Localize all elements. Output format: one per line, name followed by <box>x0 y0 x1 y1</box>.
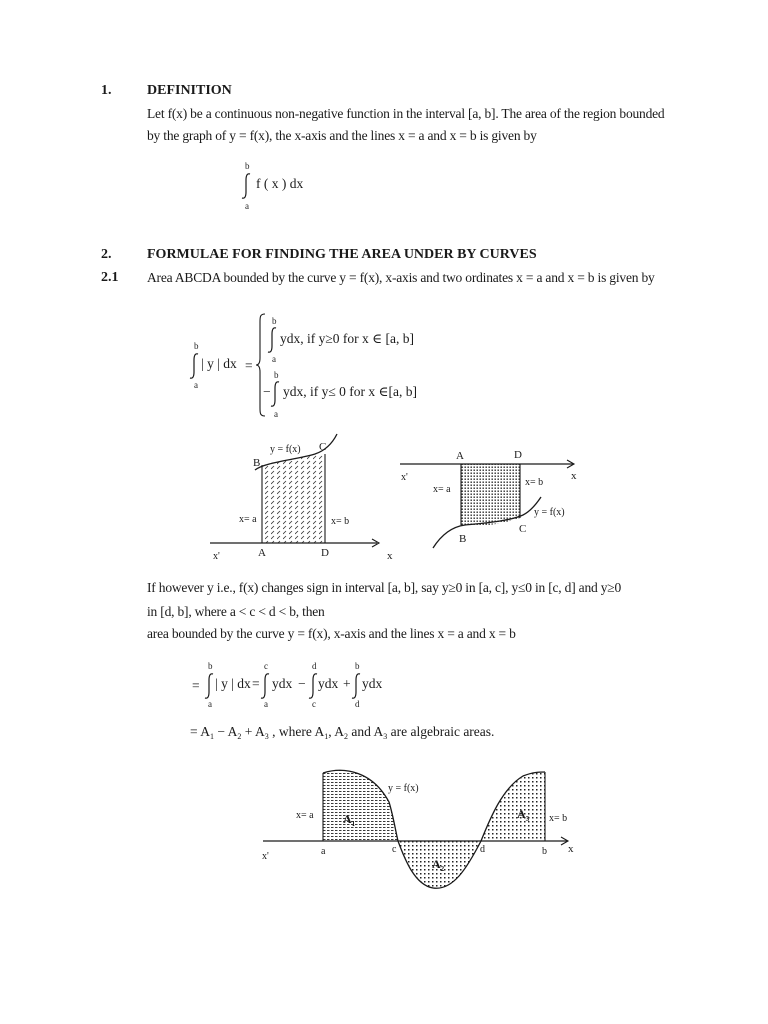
axis-label: x' <box>262 851 269 862</box>
minus-sign: − <box>263 384 271 399</box>
figure-sign-change-curve <box>255 760 585 895</box>
upper-limit: b <box>245 161 250 171</box>
point-label: B <box>459 533 467 545</box>
region-label: $A_2$ <box>432 857 445 873</box>
axis-label: x' <box>213 551 220 562</box>
paragraph-line: in [d, b], where a < c < d < b, then <box>147 604 325 619</box>
point-label: D <box>514 449 522 461</box>
shaded-region <box>461 464 520 526</box>
algebraic-areas-line: = $A_1 - A_2 + A_3$ , where $A_1$, $A_2$ and $A_3$ are algebraic areas. <box>190 724 495 741</box>
point-label: A <box>456 450 464 462</box>
tick-label: d <box>480 844 485 855</box>
lower-limit: a <box>264 699 268 709</box>
figure-area-above-axis <box>205 430 405 565</box>
upper-limit: b <box>272 316 277 326</box>
integral-sign-icon <box>259 672 273 700</box>
lower-limit: c <box>312 699 316 709</box>
section-title: DEFINITION <box>147 83 232 98</box>
plus-sign: + <box>343 676 351 691</box>
tick-label: a <box>321 846 326 857</box>
paragraph-line: If however y i.e., f(x) changes sign in interval [a, b], say y≥0 in [a, c], y≤0 in [c, d] and y≥0 <box>147 580 622 595</box>
equals-sign: = <box>252 676 260 691</box>
paragraph-line: Area ABCDA bounded by the curve y = f(x), x-axis and two ordinates x = a and x = b is given by <box>147 270 655 285</box>
point-label: C <box>319 441 327 453</box>
shaded-region-a1 <box>323 770 398 841</box>
line-label: x= a <box>239 514 257 525</box>
upper-limit: c <box>264 661 268 671</box>
curve-label: y = f(x) <box>534 507 565 518</box>
section-number: 1. <box>101 83 112 98</box>
tick-label: c <box>392 844 397 855</box>
upper-limit: b <box>274 370 279 380</box>
shaded-region-a3 <box>481 772 545 841</box>
region-label: $A_3$ <box>517 807 530 823</box>
line-label: x= a <box>296 810 314 821</box>
upper-limit: b <box>355 661 360 671</box>
integrand: ydx <box>362 676 383 691</box>
paragraph-line: area bounded by the curve y = f(x), x-axis and the lines x = a and x = b <box>147 626 516 641</box>
lower-limit: a <box>208 699 212 709</box>
curve-label: y = f(x) <box>388 783 419 794</box>
subsection-number: 2.1 <box>101 270 119 285</box>
lower-limit: a <box>245 201 249 211</box>
axis-label: x <box>387 550 393 562</box>
curve-label: y = f(x) <box>270 444 301 455</box>
line-label: x= b <box>331 516 350 527</box>
line-label: x= b <box>525 477 544 488</box>
section-number: 2. <box>101 247 112 262</box>
lhs-integrand: | y | dx <box>201 356 237 371</box>
integrand: ydx <box>318 676 339 691</box>
axis-label: x <box>568 843 574 855</box>
upper-limit: b <box>208 661 213 671</box>
case-positive: ydx, if y≥0 for x ∈ [a, b] <box>280 331 414 346</box>
integral-sign-icon <box>240 172 254 200</box>
upper-limit: d <box>312 661 317 671</box>
integral-sign-icon <box>188 352 202 380</box>
minus-sign: − <box>298 676 306 691</box>
point-label: D <box>321 547 329 559</box>
axis-label: x' <box>401 472 408 483</box>
region-label: $A_1$ <box>343 812 356 828</box>
equals-sign: = <box>245 358 253 373</box>
shaded-region <box>262 454 325 543</box>
integral-sign-icon <box>266 326 280 354</box>
equals-sign: = <box>192 678 200 693</box>
point-label: C <box>519 523 527 535</box>
line-label: x= a <box>433 484 451 495</box>
lower-limit: a <box>272 354 276 364</box>
paragraph-line: by the graph of y = f(x), the x-axis and the lines x = a and x = b is given by <box>147 128 537 143</box>
integral-sign-icon <box>269 380 283 408</box>
line-label: x= b <box>549 813 568 824</box>
point-label: B <box>253 457 261 469</box>
lower-limit: d <box>355 699 360 709</box>
figure-area-below-axis <box>395 445 590 555</box>
integrand: | y | dx <box>215 676 251 691</box>
lower-limit: a <box>194 380 198 390</box>
point-label: A <box>258 547 266 559</box>
paragraph-line: Let f(x) be a continuous non-negative function in the interval [a, b]. The area of the region bounded <box>147 106 665 121</box>
lower-limit: a <box>274 409 278 419</box>
section-title: FORMULAE FOR FINDING THE AREA UNDER BY CURVES <box>147 247 537 262</box>
upper-limit: b <box>194 341 199 351</box>
tick-label: b <box>542 846 547 857</box>
case-negative: ydx, if y≤ 0 for x ∈[a, b] <box>283 384 417 399</box>
integrand: f ( x ) dx <box>256 176 304 191</box>
axis-label: x <box>571 470 577 482</box>
integrand: ydx <box>272 676 293 691</box>
